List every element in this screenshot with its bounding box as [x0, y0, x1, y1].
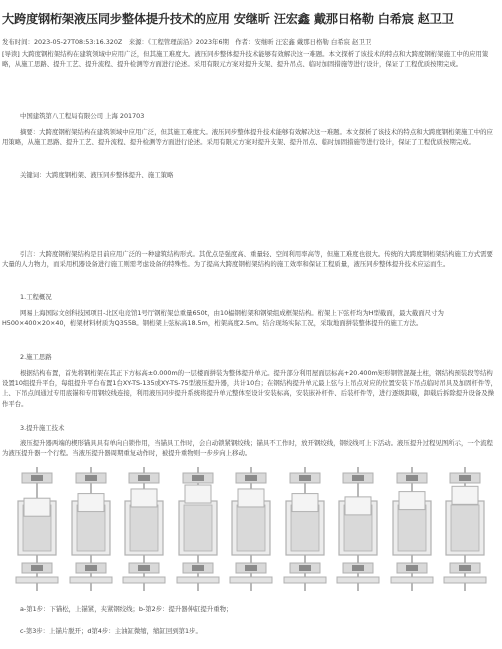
jack-step-panel	[442, 467, 488, 591]
upper-wedge	[459, 475, 471, 481]
upper-wedge	[245, 475, 257, 481]
author-affiliation: 中国建筑第八工程局有限公司 上海 201703	[20, 112, 145, 120]
cylinder-inner	[130, 505, 158, 551]
piston-head	[399, 492, 425, 510]
lower-wedge	[459, 565, 471, 571]
piston-head	[238, 489, 264, 507]
abstract-paragraph: 摘要：大跨度钢桁架结构在建筑领域中应用广泛，但其施工难度大。液压同步整体提升技术能够有效解决这一难题。本文探析了该技术的特点和大跨度钢桁架施工中的应用策略，从施工思路、提升工艺、提升流程、提升检测等方面进行论述。采用有限元方案对提升支架、提升吊点、临时加固措施等进行设计，保证了工程优质按期完成。	[2, 128, 493, 147]
section-paragraph-2: 根据结构布置，首先将钢桁架在其正下方标高±0.000m的一层楼面拼装为整体提升单元。提升部分利用屋面层标高+20.400m矩形钢管混凝土柱，钢结构预装段等结构设置10组提升平台，每组提升平台布置1台XY-TS-135或XY-TS-75型液压提升器，共计10台；在钢结构提升单元最上弦与上吊点对应的位置安装下吊点临时吊具及加固杆件等，上、下吊点间通过专用底锚和专用钢绞线连接，利用液压同步提升系统将提升单元整体至设计安装标高，安装嵌补杆件、后装杆件等，进行逐级卸载，卸载后拆除提升设备及操作平台。	[2, 369, 498, 408]
lower-wedge	[138, 565, 150, 571]
piston-head	[185, 485, 211, 503]
piston-head	[292, 494, 318, 512]
lower-wedge	[31, 565, 43, 571]
intro-paragraph: 引言：大跨度钢桁架结构是目前应用广泛的一种建筑结构形式。其优点是强度高、重量轻、空间利用率高等，但施工难度也很大。传统的大跨度钢桁架结构施工方式需要大量的人力物力，而采用机器设备进行施工则需考虑设备的特殊性。为了提高大跨度钢桁架结构的施工效率和保证工程质量，液压同步整体提升技术应运而生。	[2, 250, 493, 269]
base-plate	[284, 577, 326, 583]
upper-wedge	[31, 475, 43, 481]
upper-wedge	[192, 475, 204, 481]
article-guide: [导读] 大跨度钢桁架结构在建筑领域中应用广泛，但其施工难度大。液压同步整体提升技术能够有效解决这一难题。本文探析了该技术的特点和大跨度钢桁架施工中的应用策略，从施工思路、提升工艺、提升流程、提升检测等方面进行论述。采用有限元方案对提升支架、提升吊点、临时加固措施等进行设计，保证了工程优质按期完成。	[2, 50, 489, 69]
base-plate	[444, 577, 486, 583]
base-plate	[337, 577, 379, 583]
jack-step-panel	[282, 467, 328, 591]
lower-wedge	[299, 565, 311, 571]
figure-caption-2: c-第3步：上锚片脱开；d第4步：主油缸微缩，缩缸回到第1步。	[20, 627, 202, 635]
keywords-line: 关键词：大跨度钢桁架、液压同步整体提升、施工策略	[20, 171, 174, 179]
cylinder-inner	[184, 505, 212, 551]
upper-wedge	[299, 475, 311, 481]
piston-head	[345, 497, 371, 515]
jack-step-panel	[121, 467, 167, 591]
base-plate	[391, 577, 433, 583]
jack-step-panel	[175, 467, 221, 591]
cylinder-inner	[237, 505, 265, 551]
upper-wedge	[138, 475, 150, 481]
article-title: 大跨度钢桁架液压同步整体提升技术的应用 安继昕 汪宏鑫 戴那日格勒 白希宸 赵卫卫	[2, 12, 454, 26]
upper-wedge	[85, 475, 97, 481]
lower-wedge	[245, 565, 257, 571]
lifting-process-figure	[14, 467, 484, 591]
figure-caption-1: a-第1步：下锚松，上锚紧，夹紧钢绞线；b-第2步：提升器伸缸提升重物；	[20, 605, 233, 613]
section-heading-3: 3.提升施工技术	[20, 424, 65, 432]
base-plate	[70, 577, 112, 583]
jack-step-panel	[68, 467, 114, 591]
jack-step-panel	[228, 467, 274, 591]
piston-head	[452, 486, 478, 504]
upper-wedge	[352, 475, 364, 481]
lower-wedge	[192, 565, 204, 571]
base-plate	[177, 577, 219, 583]
cylinder-inner	[451, 505, 479, 551]
base-plate	[16, 577, 58, 583]
piston-head	[24, 498, 50, 516]
section-heading-1: 1.工程概况	[20, 293, 52, 301]
jack-step-panel	[14, 467, 60, 591]
upper-wedge	[406, 475, 418, 481]
article-meta: 发布时间：2023-05-27T08:53:16.320Z 来源：《工程管理前沿》2023年6期 作者：安继昕 汪宏鑫 戴那日格勒 白希宸 赵卫卫	[2, 38, 372, 46]
jack-step-panel	[335, 467, 381, 591]
section-paragraph-1: 网易上海国际文创科技园项目-北区电竞馆1号厅钢桁架总重量650t，由10榀钢桁架和钢梁组成框架结构。桁架上下弦杆均为H型截面，最大截面尺寸为H500×400×20×40，桁架材料材质为Q355B。钢桁架上弦标高18.5m，桁架高度2.5m。结合现场实际工况，采取地面拼装整体提升的施工方法。	[2, 309, 444, 328]
base-plate	[123, 577, 165, 583]
base-plate	[230, 577, 272, 583]
lower-wedge	[406, 565, 418, 571]
section-paragraph-3: 液压提升器两端的楔形锚具具有单向自锁作用，当锚具工作时，会自动锁紧钢绞线；锚具不工作时，放开钢绞线，钢绞线可上下活动。液压提升过程见图所示，一个流程为液压提升器一个行程。当液压提升器周期重复动作时，被提升重物则一步步向上移动。	[2, 439, 493, 458]
cylinder-inner	[398, 505, 426, 551]
jack-step-panel	[389, 467, 435, 591]
piston-head	[131, 489, 157, 507]
section-heading-2: 2.施工思路	[20, 353, 52, 361]
lower-wedge	[85, 565, 97, 571]
lower-wedge	[352, 565, 364, 571]
piston-head	[78, 494, 104, 512]
